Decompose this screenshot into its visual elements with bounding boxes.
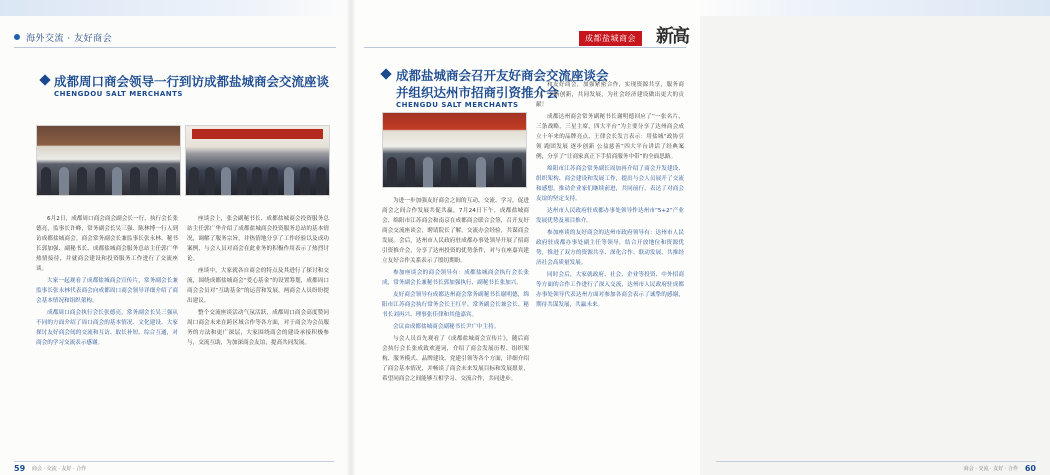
left-page	[0, 0, 350, 475]
paragraph: 大家一起观看了成都盐城商会宣传片，常务副会长兼监事长张永林代表商会向成都周口商会领导详细介绍了商会基本情况和组织架构。	[36, 278, 178, 304]
paragraph: 会议由成都盐城商会副秘书长尹广中主持。	[393, 324, 500, 330]
banner	[192, 129, 323, 139]
paragraph: 6月2日，成都周口商会商会副会长一行，执行会长张德亮，监事长许峰，常务副会长吴三强、陈林博一行人到访成都盐城商会。商会常务副会长兼监事长张永林、秘书长郭加强、副秘书长、成都盐城商会服务总站主任郭广华热情接待，并就商会建设和投资服务工作进行了交流座谈。	[36, 216, 178, 272]
brand-logo: 新高	[656, 26, 688, 47]
paragraph: 友好商会领导有成都达州商会常务副秘书长谢明德，绵阳市江苏商会执行常务会长王红平、常务副会长兼会长、秘书长刘再兴、理事张佳律和其他嘉宾。	[382, 292, 529, 318]
paragraph: 参加座谈的友好商会的达州市政府领导有：达州市人民政府驻成都办事处副主任等领导，结合开放地位和资源优势，推进了双方的资源共享、深化合作、联动发展、共推经济社会高质量发展。	[536, 230, 684, 266]
brand-badge: 成都盐城商会	[579, 31, 642, 46]
meeting-photo-2	[185, 125, 330, 196]
spine-shadow	[346, 0, 356, 475]
left-article-subtitle: CHENGDOU SALT MERCHANTS	[54, 90, 183, 98]
left-article-title: 成都周口商会领导一行到访成都盐城商会交流座谈	[54, 74, 330, 89]
right-article-title-line2: 并组织达州市招商引资推介会	[396, 85, 559, 100]
paragraph: 绵阳市江苏商会常务副长周加再介绍了商会开发建设、组织架构、商会建设和发展工作，提出与会人员展开了交流和感想，推动企业家们继续前进，共同前行，表达了对商会友谊的坚定支持。	[536, 166, 684, 202]
paragraph: 和友好商会，加强紧密合作，实现资源共享，服务商力，不断创新，共同发展，为社会经济建设做出更大的贡献！	[536, 82, 684, 108]
paragraph: 整个交流座谈活动气氛活跃，成都周口商会高度赞同周口商会未来在跨区域合作等各方面，对于商会为会员服务的方法和更广深层，大家围绕商会的建设承接积极参与，交流互助，为加深商会友谊，提高共同发展。	[187, 310, 329, 346]
paragraph: 同时会后，大家就政府、社会、企业等投资、中外招商等方面的合作工作进行了深入交流，达州市人民政府驻成都办事处领导代表达州方面对参加各商会表示了诚挚的感谢，期待共谋发展，共赢未来。	[536, 272, 684, 308]
paragraph: 与会人员首先观看了《成都盐城商会宣传片》，随后商会执行会长张成致欢迎词，介绍了商会发展历程、组织架构、服务模式、品牌建设、党建引领等各个方面，详细介绍了商会基本情况，并畅谈了商会未来发展目标和发展愿景，希望同商会之间能够互相学习、交流合作，共同进步。	[382, 336, 529, 382]
right-column-2	[536, 80, 684, 312]
section-label: 海外交流 · 友好商会	[26, 33, 113, 44]
left-column-2	[187, 214, 329, 350]
meeting-photo-1	[36, 125, 181, 196]
top-band	[0, 0, 350, 16]
left-column-1	[36, 214, 178, 350]
paragraph: 座谈中，大家就各自商会的特点及其进行了探讨和交流，围绕成都盐城商会“爱心基金”的设置筹划，成都周口商会会员对“互助基金”的运营和发展，两商会人员纷纷提出建议。	[187, 268, 329, 304]
footer-rule	[716, 461, 1036, 462]
section-header	[14, 30, 112, 44]
title-diamond-icon	[380, 68, 391, 79]
header-rule	[14, 47, 336, 48]
right-article-title-line1: 成都盐城商会召开友好商会交流座谈会	[396, 68, 609, 83]
paragraph: 成都达州商会常务副秘书长谢明德回应了“一张名片，三条战略，三星主席，四大平台”为主要分享了达州商会成立十年来的品牌亮点，王律会长发言表示：用盐城“政协引领 跑团发展 逐步创新 公益慈善”四大平台讲话了经典案例，分享了“让商家真正下手招商服务中带”的全面思路。	[536, 114, 684, 160]
paragraph: 座谈会上，张会副秘书长、成都盐城商会投资服务总站主任郭广华介绍了成都盐城商会投资服务总站的基本情况，调解了服务宗旨，并热情地分享了工作经验以及成功案例，与会人员对商会在此业务的积极作用表示了热烈讨论。	[187, 216, 329, 262]
page-number: 59	[14, 464, 26, 473]
page-number: 60	[1024, 464, 1036, 473]
right-footer	[700, 457, 1050, 475]
left-footer	[0, 457, 350, 475]
title-diamond-icon	[39, 74, 50, 85]
paragraph: 参加座谈会的商会领导有：成都盐城商会执行会长张成，常务副会长兼秘书长郭加强执行、副秘书长张加兴。	[382, 270, 529, 286]
right-page	[350, 0, 1036, 475]
right-article-subtitle: CHENGDU SALT MERCHANTS	[396, 101, 519, 109]
right-column-1	[382, 196, 529, 386]
footer-rule	[14, 461, 334, 462]
top-band	[700, 0, 1050, 16]
page-info: 商会 · 交流 · 友好 · 合作	[32, 466, 87, 472]
page-info: 商会 · 交流 · 友好 · 合作	[963, 466, 1018, 472]
paragraph: 达州市人民政府驻成都办事处领导作达州市“5+2”产业发展优势及项目推介。	[536, 208, 684, 224]
paragraph: 成都周口商会执行会长张德亮，常务副会长吴三强从不同的方面介绍了周口商会的基本情况、文化建设、大家探讨友好商会间的交流和互访、取长补短、综合互通，对商会的学习交流表示感谢。	[36, 310, 178, 346]
header-rule	[364, 47, 686, 48]
meeting-photo-3	[382, 112, 527, 188]
section-bullet-icon	[14, 34, 20, 40]
paragraph: 为进一步加强友好商会之间的互动、交流、学习，促进商会之间合作发展共促共赢，7月24日下午，成都盐城商会、绵阳市江苏商会和南京在成都商会联合会签，召开友好商会交流座谈会，聘请院长了解，交流办会经验，共谋商会发展。会后，达州市人民政府驻成都办事处领导开展了招商引资推介会，分享了达州投资的优势条件，对与在座嘉宾建立友好合作关系表示了殷切期盼。	[382, 198, 529, 264]
